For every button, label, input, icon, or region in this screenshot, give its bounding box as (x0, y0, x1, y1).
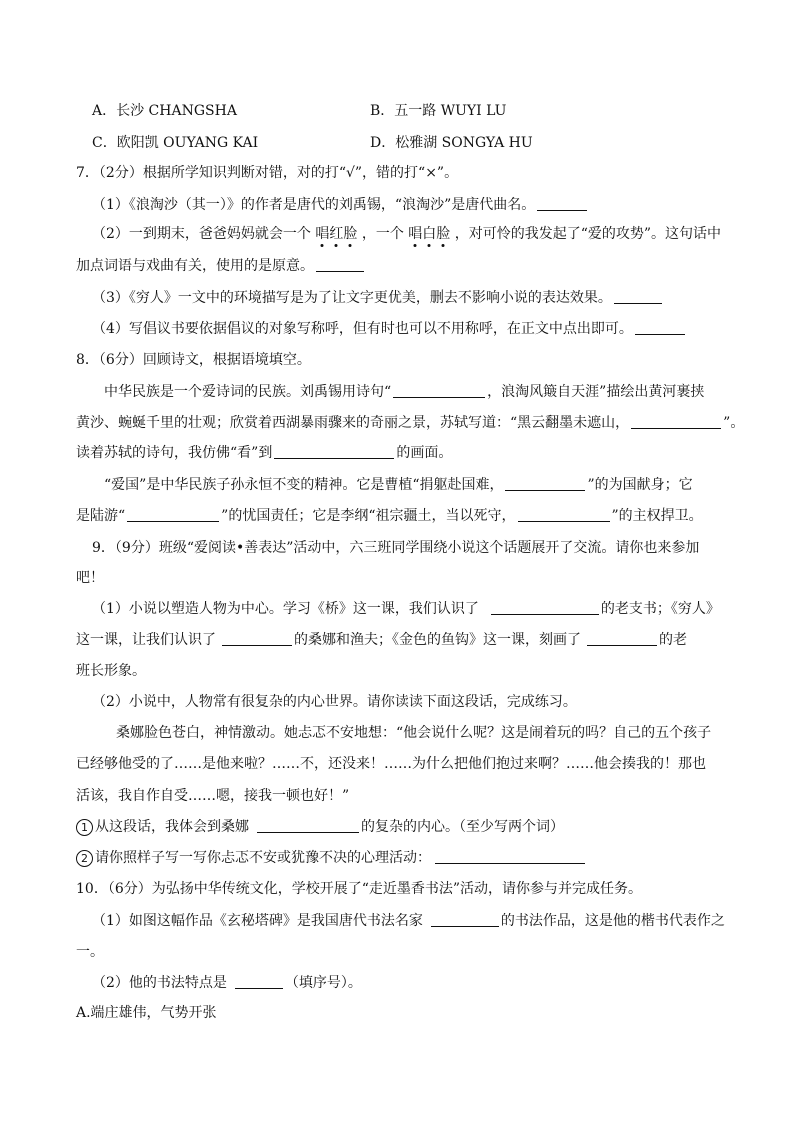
q10-stem: 10．（6分）为弘扬中华传统文化，学校开展了“走近墨香书法”活动，请你参与并完成任务。 (76, 881, 643, 897)
answer-blank[interactable] (316, 257, 364, 272)
q8-stem: 8．（6分）回顾诗文，根据语境填空。 (76, 352, 311, 368)
q7-item-4: （4）写倡议书要依据倡议的对象写称呼，但有时也可以不用称呼，在正文中点出即可。 (92, 319, 687, 339)
q9-item-1-line3: 班长形象。 (76, 663, 146, 679)
q7-item-2: （2）一到期末，爸爸妈妈就会一个 唱红脸 ，一个 唱白脸 ，对可怜的我发起了“爱的攻势”。这句话中 (92, 226, 722, 242)
answer-blank[interactable] (235, 974, 283, 989)
quote-line-2: 已经够他受的了……是他来啦？……不，还没来！……为什么把他们抱过来啊？……他会揍我的！那也 (76, 756, 706, 772)
answer-blank[interactable] (614, 289, 662, 304)
q9-sub-2: 2 请你照样子写一写你忐忑不安或犹豫不决的心理活动： (76, 848, 587, 868)
answer-blank[interactable] (587, 631, 657, 646)
answer-blank[interactable] (222, 631, 292, 646)
q8-para2-line1: “爱国”是中华民族子孙永恒不变的精神。它是曹植“捐躯赴国难， ”的为国献身；它 (104, 477, 693, 493)
answer-blank[interactable] (635, 320, 685, 335)
q10-item-1-line1: （1）如图这幅作品《玄秘塔碑》是我国唐代书法名家 的书法作品，这是他的楷书代表作之 (92, 913, 725, 929)
q7-item-2-cont: 加点词语与戏曲有关，使用的是原意。 (76, 256, 366, 276)
q9-item-1-line1: （1）小说以塑造人物为中心。学习《桥》这一课，我们认识了 的老支书；《穷人》 (92, 601, 720, 617)
answer-blank[interactable] (491, 600, 599, 615)
q7-item-1: （1）《浪淘沙（其一）》的作者是唐代的刘禹锡，“浪淘沙”是唐代曲名。 (92, 195, 589, 215)
q7-item-3: （3）《穷人》一文中的环境描写是为了让文字更优美，删去不影响小说的表达效果。 (92, 288, 664, 308)
quote-line-1: 桑娜脸色苍白，神情激动。她忐忑不安地想：“他会说什么呢？这是闹着玩的吗？自己的五个孩子 (116, 725, 712, 741)
answer-blank[interactable] (274, 444, 394, 459)
answer-blank[interactable] (127, 507, 219, 522)
dotted-word: 唱白脸 (408, 226, 451, 242)
q7-stem: 7．（2分）根据所学知识判断对错，对的打“√”，错的打“×”。 (76, 165, 459, 181)
dotted-word: 唱红脸 (315, 226, 358, 242)
answer-blank[interactable] (537, 196, 587, 211)
answer-blank[interactable] (393, 383, 485, 398)
option-a: A．长沙 CHANGSHA (92, 103, 237, 119)
answer-blank[interactable] (505, 476, 585, 491)
answer-blank[interactable] (431, 912, 499, 927)
q8-para1-line2: 黄沙、蜿蜒千里的壮观；欣赏着西湖暴雨骤来的奇丽之景，苏轼写道：“黑云翻墨未遮山， ”。 (76, 415, 745, 431)
option-c: C．欧阳凯 OUYANG KAI (92, 135, 259, 151)
q9-sub-1: 1 从这段话，我体会到桑娜 的复杂的内心。（至少写两个词） (76, 817, 564, 837)
q10-option-a: A.端庄雄伟，气势开张 (76, 1005, 217, 1021)
circled-number-1: 1 (76, 819, 93, 836)
q10-item-1-line2: 一。 (76, 944, 104, 960)
option-b: B．五一路 WUYI LU (370, 103, 507, 119)
circled-number-2: 2 (76, 850, 93, 867)
quote-line-3: 活该，我自作自受……嗯，接我一顿也好！” (76, 788, 350, 804)
q9-item-2: （2）小说中，人物常有很复杂的内心世界。请你读读下面这段话，完成练习。 (92, 694, 577, 710)
q8-para2-line2: 是陆游“ ”的忧国责任；它是李纲“祖宗疆土，当以死守， ”的主权捍卫。 (76, 508, 703, 524)
q10-item-2: （2）他的书法特点是 （填序号）。 (92, 975, 362, 991)
q9-stem: 9．（9分）班级“爱阅读•善表达”活动中，六三班同学围绕小说这个话题展开了交流。请你也来参加 (92, 540, 700, 556)
answer-blank[interactable] (435, 849, 585, 864)
option-d: D．松雅湖 SONGYA HU (370, 135, 533, 151)
answer-blank[interactable] (518, 507, 610, 522)
answer-blank[interactable] (257, 818, 359, 833)
answer-blank[interactable] (631, 414, 721, 429)
q8-para1-line3: 读着苏轼的诗句，我仿佛“看”到 的画面。 (76, 445, 453, 461)
q9-stem-cont: 吧！ (76, 570, 104, 586)
q8-para1-line1: 中华民族是一个爱诗词的民族。刘禹锡用诗句“ ，浪淘风簸自天涯”描绘出黄河裹挟 (104, 384, 705, 400)
q9-item-1-line2: 这一课，让我们认识了 的桑娜和渔夫；《金色的鱼钩》这一课，刻画了 的老 (76, 632, 687, 648)
